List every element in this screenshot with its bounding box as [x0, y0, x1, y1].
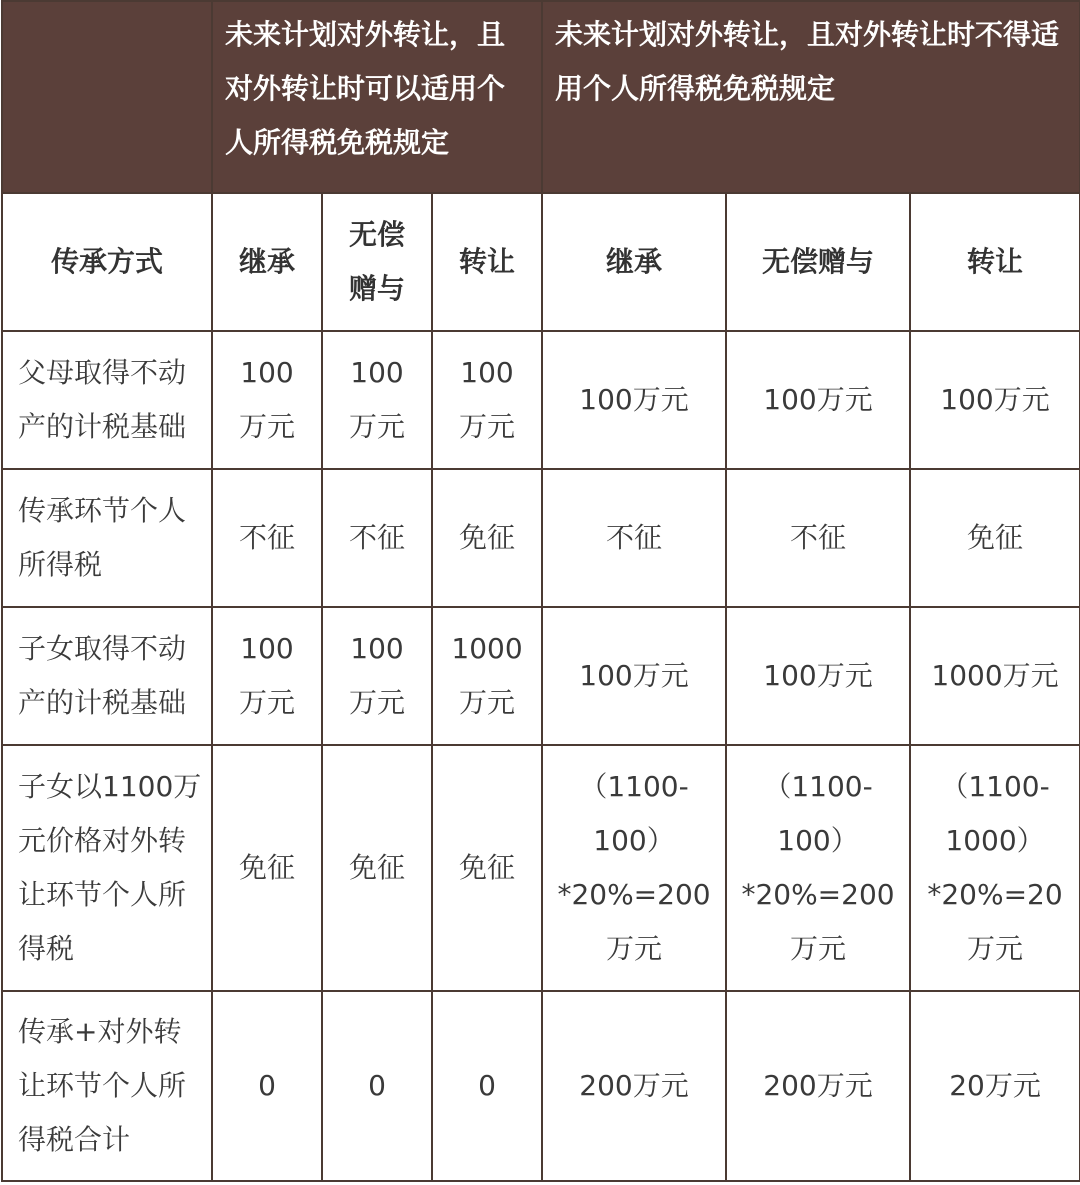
table-cell: 100 万元	[432, 331, 542, 469]
table-cell: 200万元	[726, 991, 910, 1181]
table-cell: （1100- 1000） *20%=20 万元	[910, 745, 1080, 991]
corner-cell	[2, 1, 212, 193]
table-cell: 200万元	[542, 991, 726, 1181]
table-cell: 100 万元	[212, 607, 322, 745]
table-cell: 100万元	[910, 331, 1080, 469]
table-cell: 0	[212, 991, 322, 1181]
table-cell: 免征	[910, 469, 1080, 607]
a-transfer-header: 转让	[432, 193, 542, 331]
group-header-row	[2, 1, 1080, 193]
table-cell: 100万元	[726, 331, 910, 469]
a-inherit-header: 继承	[212, 193, 322, 331]
table-cell: 100 万元	[322, 607, 432, 745]
table-cell: 不征	[726, 469, 910, 607]
table-row	[2, 331, 1080, 469]
table-cell: 0	[322, 991, 432, 1181]
table-cell: 1000 万元	[432, 607, 542, 745]
table-cell: 0	[432, 991, 542, 1181]
table-cell: 不征	[542, 469, 726, 607]
row-label: 父母取得不动产的计税基础	[2, 331, 212, 469]
table-cell: 100万元	[542, 607, 726, 745]
table-cell: 20万元	[910, 991, 1080, 1181]
method-header: 传承方式	[2, 193, 212, 331]
table-row	[2, 991, 1080, 1181]
table-cell: 免征	[432, 469, 542, 607]
table-cell: 1000万元	[910, 607, 1080, 745]
group-a-header: 未来计划对外转让，且对外转让时可以适用个人所得税免税规定	[212, 1, 542, 193]
b-gift-header: 无偿赠与	[726, 193, 910, 331]
row-label: 子女取得不动产的计税基础	[2, 607, 212, 745]
table-cell: 免征	[212, 745, 322, 991]
table-cell: 100万元	[542, 331, 726, 469]
table-cell: （1100- 100） *20%=200 万元	[726, 745, 910, 991]
table-cell: 100万元	[726, 607, 910, 745]
a-gift-header: 无偿 赠与	[322, 193, 432, 331]
row-label: 传承环节个人所得税	[2, 469, 212, 607]
group-b-header: 未来计划对外转让，且对外转让时不得适用个人所得税免税规定	[542, 1, 1080, 193]
table-row	[2, 745, 1080, 991]
table-cell: （1100- 100） *20%=200 万元	[542, 745, 726, 991]
b-inherit-header: 继承	[542, 193, 726, 331]
table-cell: 100 万元	[212, 331, 322, 469]
table-cell: 免征	[432, 745, 542, 991]
table-cell: 100 万元	[322, 331, 432, 469]
row-label: 子女以1100万元价格对外转让环节个人所得税	[2, 745, 212, 991]
table-cell: 不征	[212, 469, 322, 607]
tax-comparison-table	[1, 0, 1080, 1182]
table-row	[2, 469, 1080, 607]
table-cell: 免征	[322, 745, 432, 991]
subheader-row	[2, 193, 1080, 331]
table-row	[2, 607, 1080, 745]
row-label: 传承+对外转让环节个人所得税合计	[2, 991, 212, 1181]
b-transfer-header: 转让	[910, 193, 1080, 331]
table-cell: 不征	[322, 469, 432, 607]
